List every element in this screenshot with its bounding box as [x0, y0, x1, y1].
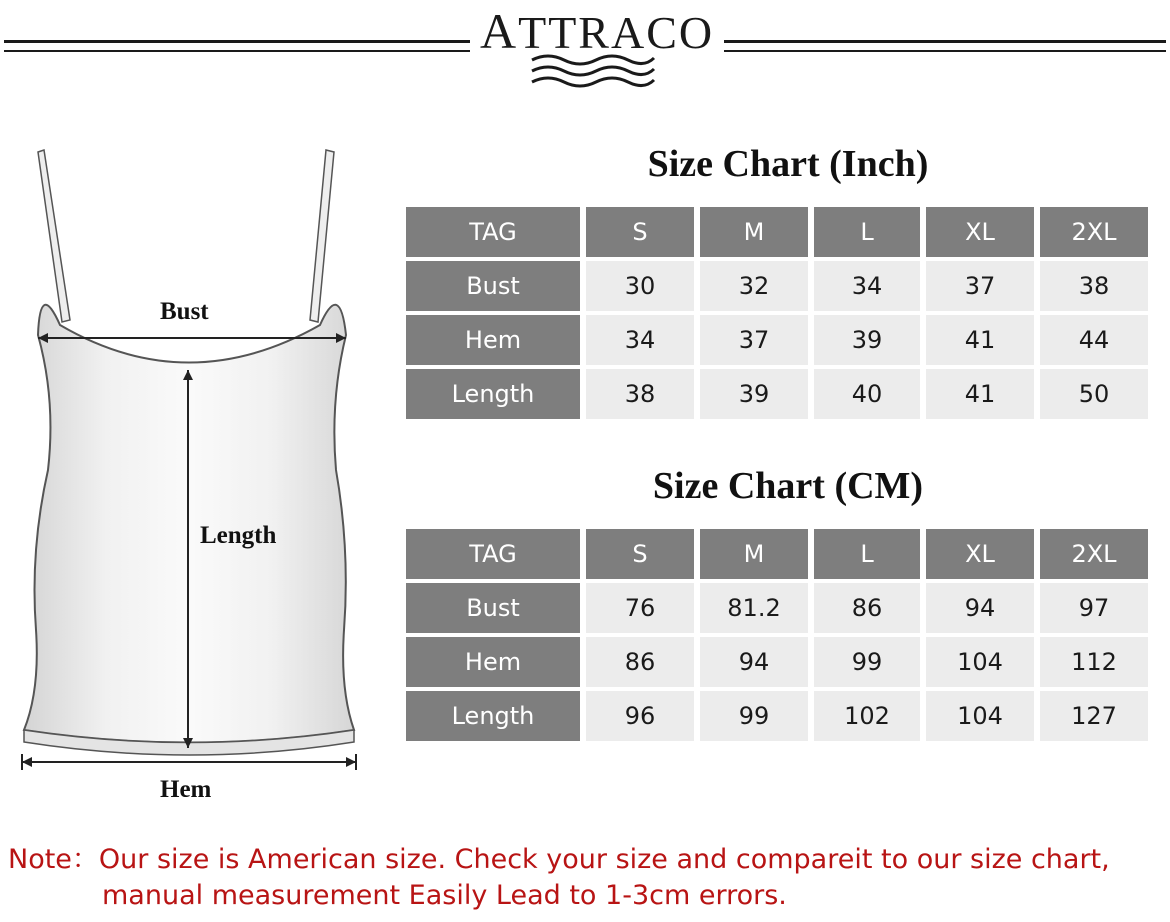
table-cell: 44	[1040, 315, 1148, 365]
bust-label: Bust	[160, 298, 209, 325]
table-cell: 50	[1040, 369, 1148, 419]
header-rule-left-bottom	[4, 50, 470, 52]
hem-label: Hem	[160, 776, 212, 803]
table-cell: 37	[926, 261, 1034, 311]
brand-logo-rest: TTRACO	[518, 7, 715, 58]
table-cell: 32	[700, 261, 808, 311]
wave-logo-icon	[528, 52, 658, 92]
table-header-size: S	[586, 529, 694, 579]
size-note-line-1: Note：Our size is American size. Check your size and compareit to our size chart,	[8, 844, 1110, 875]
table-cell: 34	[814, 261, 920, 311]
table-cell: 34	[586, 315, 694, 365]
table-row-label: Hem	[406, 637, 580, 687]
table-cell: 30	[586, 261, 694, 311]
camisole-illustration	[0, 130, 380, 830]
table-cell: 127	[1040, 691, 1148, 741]
table-cell: 76	[586, 583, 694, 633]
brand-logo-initial: A	[480, 3, 519, 59]
table-cell: 99	[700, 691, 808, 741]
table-header-tag: TAG	[406, 529, 580, 579]
table-row-label: Bust	[406, 261, 580, 311]
length-label: Length	[200, 522, 277, 549]
table-row-label: Bust	[406, 583, 580, 633]
table-row-label: Length	[406, 691, 580, 741]
table-cell: 39	[700, 369, 808, 419]
size-note	[8, 842, 1168, 914]
size-chart-cm-title: Size Chart (CM)	[652, 465, 924, 507]
header-rule-right-bottom	[724, 50, 1166, 52]
table-header-size: L	[814, 529, 920, 579]
table-cell: 104	[926, 691, 1034, 741]
table-cell: 38	[586, 369, 694, 419]
table-cell: 38	[1040, 261, 1148, 311]
table-cell: 39	[814, 315, 920, 365]
table-header-size: 2XL	[1040, 529, 1148, 579]
table-cell: 86	[814, 583, 920, 633]
header-rule-left-top	[4, 40, 470, 43]
table-cell: 102	[814, 691, 920, 741]
table-cell: 104	[926, 637, 1034, 687]
table-row-label: Hem	[406, 315, 580, 365]
size-note-line-2: manual measurement Easily Lead to 1-3cm errors.	[102, 880, 787, 911]
table-cell: 40	[814, 369, 920, 419]
table-header-size: L	[814, 207, 920, 257]
table-header-size: 2XL	[1040, 207, 1148, 257]
table-header-size: XL	[926, 207, 1034, 257]
table-cell: 37	[700, 315, 808, 365]
table-cell: 96	[586, 691, 694, 741]
table-header-size: M	[700, 529, 808, 579]
table-row-label: Length	[406, 369, 580, 419]
table-header-tag: TAG	[406, 207, 580, 257]
table-header-size: M	[700, 207, 808, 257]
table-cell: 81.2	[700, 583, 808, 633]
table-cell: 86	[586, 637, 694, 687]
table-cell: 94	[700, 637, 808, 687]
size-chart-inch-title: Size Chart (Inch)	[647, 143, 929, 185]
table-header-size: S	[586, 207, 694, 257]
table-cell: 41	[926, 369, 1034, 419]
table-cell: 41	[926, 315, 1034, 365]
table-cell: 99	[814, 637, 920, 687]
table-cell: 97	[1040, 583, 1148, 633]
table-cell: 112	[1040, 637, 1148, 687]
header-rule-right-top	[724, 40, 1166, 43]
table-cell: 94	[926, 583, 1034, 633]
table-header-size: XL	[926, 529, 1034, 579]
